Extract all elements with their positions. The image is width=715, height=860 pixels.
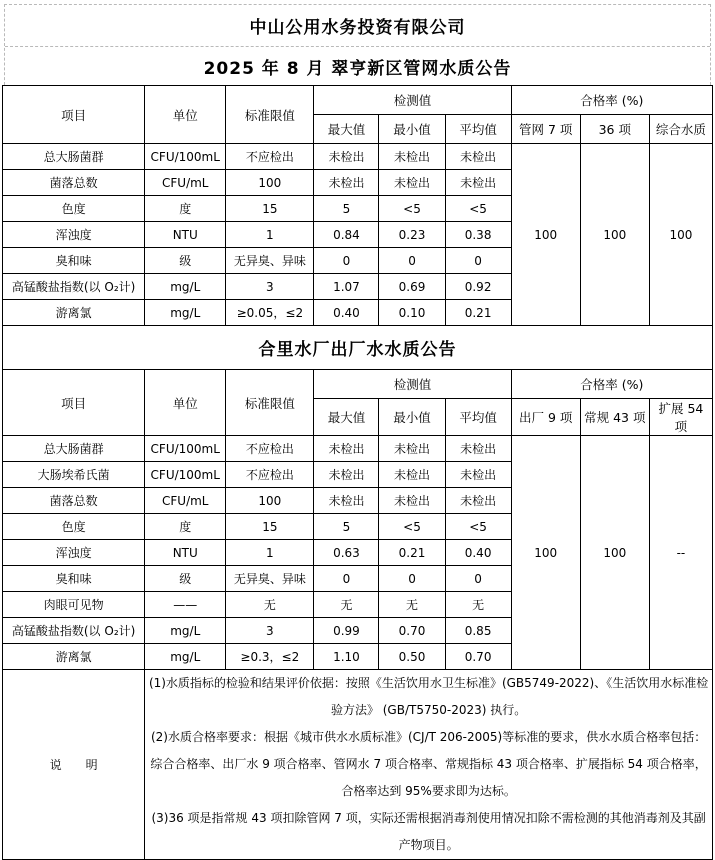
cell-item: 色度 [3,514,145,540]
cell-unit: —— [145,592,226,618]
cell-min: 未检出 [379,144,445,170]
cell-avg: 0.70 [445,644,511,670]
t1-col-header-pass1: 管网 7 项 [511,115,580,144]
cell-min: 0.50 [379,644,445,670]
cell-avg: 未检出 [445,488,511,514]
cell-avg: 无 [445,592,511,618]
t2-col-header-pass1: 出厂 9 项 [511,399,580,436]
t1-col-header-min: 最小值 [379,115,445,144]
t1-passrate-overall: 100 [649,144,712,326]
cell-avg: 0.38 [445,222,511,248]
cell-avg: 0.92 [445,274,511,300]
cell-max: 1.07 [314,274,379,300]
cell-unit: NTU [145,540,226,566]
cell-max: 未检出 [314,462,379,488]
table-row [3,144,713,170]
cell-limit: 15 [226,196,314,222]
cell-unit: NTU [145,222,226,248]
t2-col-header-max: 最大值 [314,399,379,436]
t1-header-row-1 [3,86,713,115]
t2-passrate-extended54: -- [649,436,712,670]
t2-group-header-detection: 检测值 [314,370,511,399]
cell-item: 总大肠菌群 [3,144,145,170]
cell-max: 无 [314,592,379,618]
cell-min: 0.21 [379,540,445,566]
cell-limit: 3 [226,618,314,644]
cell-unit: 级 [145,566,226,592]
cell-unit: CFU/100mL [145,462,226,488]
cell-unit: 度 [145,196,226,222]
cell-min: 未检出 [379,462,445,488]
t2-col-header-avg: 平均值 [445,399,511,436]
table-row [3,436,713,462]
notes-label: 说 明 [3,670,145,860]
water-quality-tables [2,85,713,860]
cell-avg: 未检出 [445,170,511,196]
cell-item: 大肠埃希氏菌 [3,462,145,488]
t2-passrate-regular43: 100 [580,436,649,670]
cell-max: 未检出 [314,170,379,196]
cell-limit: 无异臭、异味 [226,248,314,274]
cell-min: <5 [379,514,445,540]
cell-limit: 15 [226,514,314,540]
t1-col-header-avg: 平均值 [445,115,511,144]
cell-max: 0.40 [314,300,379,326]
cell-unit: mg/L [145,618,226,644]
t2-col-header-unit: 单位 [145,370,226,436]
section2-title: 合里水厂出厂水水质公告 [3,326,713,370]
cell-avg: 0.85 [445,618,511,644]
cell-limit: 无 [226,592,314,618]
t1-col-header-pass2: 36 项 [580,115,649,144]
t1-passrate-network7: 100 [511,144,580,326]
cell-limit: ≥0.3，≤2 [226,644,314,670]
t1-group-header-passrate: 合格率 (%) [511,86,712,115]
company-title: 中山公用水务投资有限公司 [5,5,710,47]
cell-avg: 0 [445,248,511,274]
cell-limit: 100 [226,488,314,514]
t1-passrate-36items: 100 [580,144,649,326]
t1-col-header-pass3: 综合水质 [649,115,712,144]
t1-col-header-unit: 单位 [145,86,226,144]
t2-col-header-pass3: 扩展 54 项 [649,399,712,436]
cell-min: 未检出 [379,170,445,196]
cell-item: 高锰酸盐指数(以 O₂计) [3,274,145,300]
notes-paragraph-1: (1)水质指标的检验和结果评价依据：按照《生活饮用水卫生标准》(GB5749-2022)、《生活饮用水标准检验方法》 (GB/T5750-2023) 执行。 [148,676,709,717]
cell-min: 0 [379,566,445,592]
cell-unit: 度 [145,514,226,540]
cell-min: <5 [379,196,445,222]
cell-min: 0.70 [379,618,445,644]
cell-limit: ≥0.05，≤2 [226,300,314,326]
cell-limit: 不应检出 [226,144,314,170]
cell-max: 未检出 [314,436,379,462]
cell-item: 游离氯 [3,300,145,326]
cell-unit: mg/L [145,274,226,300]
cell-avg: 未检出 [445,436,511,462]
t1-col-header-limit: 标准限值 [226,86,314,144]
cell-unit: mg/L [145,644,226,670]
cell-max: 1.10 [314,644,379,670]
t2-col-header-item: 项目 [3,370,145,436]
cell-min: 未检出 [379,488,445,514]
report-header [4,4,711,85]
cell-max: 5 [314,196,379,222]
notes-paragraph-2: (2)水质合格率要求：根据《城市供水水质标准》(CJ/T 206-2005)等标准的要求，供水水质合格率包括：综合合格率、出厂水 9 项合格率、管网水 7 项合格率、常规指标 43 项合格率、扩展指标 54 项合格率，合格率达到 95%要求即为达标。 [150,730,707,798]
cell-min: 0 [379,248,445,274]
notes-paragraph-3: (3)36 项是指常规 43 项扣除管网 7 项，实际还需根据消毒剂使用情况扣除不需检测的其他消毒剂及其副产物项目。 [151,811,706,852]
cell-unit: CFU/mL [145,170,226,196]
cell-limit: 1 [226,222,314,248]
cell-min: 未检出 [379,436,445,462]
cell-item: 臭和味 [3,248,145,274]
cell-max: 0.99 [314,618,379,644]
cell-item: 色度 [3,196,145,222]
cell-avg: 未检出 [445,462,511,488]
t2-col-header-min: 最小值 [379,399,445,436]
cell-avg: <5 [445,196,511,222]
t1-col-header-item: 项目 [3,86,145,144]
cell-max: 0.63 [314,540,379,566]
cell-item: 浑浊度 [3,222,145,248]
t2-group-header-passrate: 合格率 (%) [511,370,712,399]
cell-unit: 级 [145,248,226,274]
cell-item: 游离氯 [3,644,145,670]
cell-unit: mg/L [145,300,226,326]
cell-unit: CFU/100mL [145,436,226,462]
cell-item: 臭和味 [3,566,145,592]
cell-limit: 100 [226,170,314,196]
cell-avg: <5 [445,514,511,540]
cell-avg: 0 [445,566,511,592]
report-subtitle: 2025 年 8 月 翠亨新区管网水质公告 [203,58,512,79]
cell-min: 0.10 [379,300,445,326]
cell-item: 菌落总数 [3,170,145,196]
cell-max: 0.84 [314,222,379,248]
notes-text [145,670,713,860]
t2-passrate-outlet9: 100 [511,436,580,670]
t2-col-header-pass2: 常规 43 项 [580,399,649,436]
cell-unit: CFU/100mL [145,144,226,170]
cell-item: 高锰酸盐指数(以 O₂计) [3,618,145,644]
cell-min: 0.23 [379,222,445,248]
t2-col-header-limit: 标准限值 [226,370,314,436]
cell-item: 肉眼可见物 [3,592,145,618]
t1-col-header-max: 最大值 [314,115,379,144]
cell-unit: CFU/mL [145,488,226,514]
cell-limit: 无异臭、异味 [226,566,314,592]
cell-min: 0.69 [379,274,445,300]
notes-row [3,670,713,860]
cell-max: 5 [314,514,379,540]
cell-limit: 不应检出 [226,436,314,462]
cell-avg: 未检出 [445,144,511,170]
cell-min: 无 [379,592,445,618]
cell-max: 0 [314,248,379,274]
cell-max: 0 [314,566,379,592]
cell-item: 总大肠菌群 [3,436,145,462]
t2-header-row-1 [3,370,713,399]
section2-title-row [3,326,713,370]
cell-limit: 1 [226,540,314,566]
cell-limit: 不应检出 [226,462,314,488]
cell-item: 菌落总数 [3,488,145,514]
cell-max: 未检出 [314,144,379,170]
cell-max: 未检出 [314,488,379,514]
cell-avg: 0.21 [445,300,511,326]
cell-item: 浑浊度 [3,540,145,566]
cell-limit: 3 [226,274,314,300]
cell-avg: 0.40 [445,540,511,566]
t1-group-header-detection: 检测值 [314,86,511,115]
